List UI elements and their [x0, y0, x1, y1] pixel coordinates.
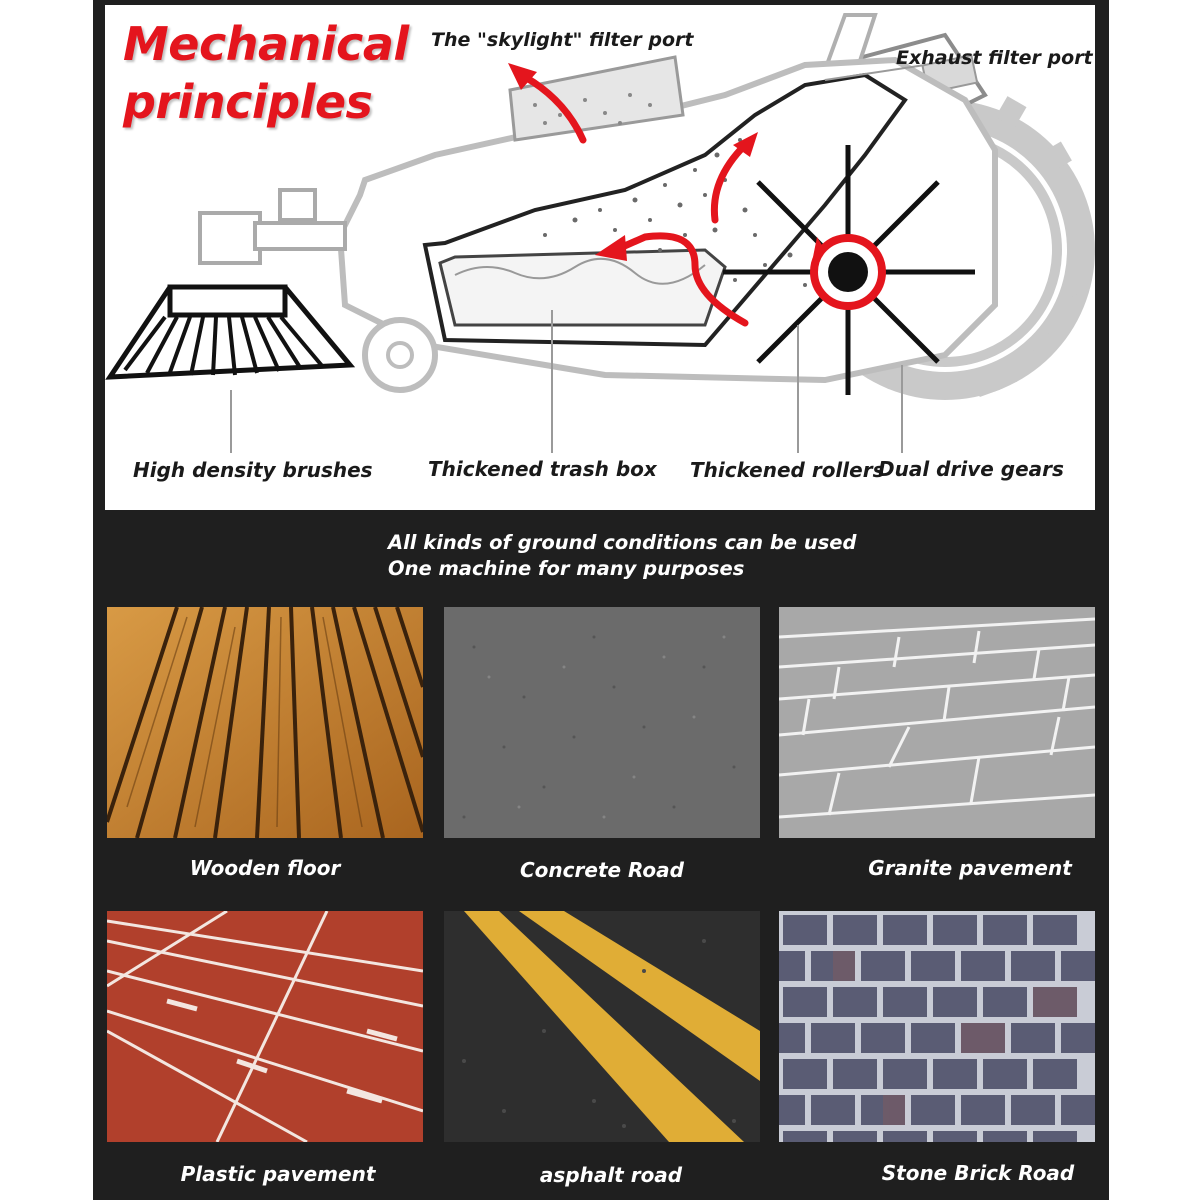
surface-label-stone-brick-road: Stone Brick Road	[881, 1161, 1075, 1185]
granite-pavement-image	[779, 607, 1095, 838]
concrete-road-image	[444, 607, 760, 838]
callout-thickened-trash-box: Thickened trash box	[428, 457, 657, 481]
callout-dual-drive-gears: Dual drive gears	[878, 457, 1064, 481]
surface-label-granite-pavement: Granite pavement	[868, 856, 1072, 880]
plastic-pavement-image	[107, 911, 423, 1142]
callout-high-density-brushes: High density brushes	[133, 458, 373, 482]
surface-label-wooden-floor: Wooden floor	[189, 856, 341, 880]
callout-exhaust-filter-port: Exhaust filter port	[896, 47, 1093, 69]
diagram-title-line1: Mechanical	[123, 17, 409, 71]
stone-brick-road-image	[779, 911, 1095, 1142]
mechanical-diagram	[105, 5, 1095, 510]
diagram-title-line2: principles	[123, 75, 373, 129]
slogan-line1: All kinds of ground conditions can be used	[388, 531, 857, 554]
asphalt-road-image	[444, 911, 760, 1142]
slogan-line2: One machine for many purposes	[388, 557, 745, 580]
callout-skylight-filter-port: The "skylight" filter port	[431, 29, 694, 51]
brush-assembly-illustration	[110, 190, 350, 377]
front-wheel-illustration	[365, 320, 435, 390]
surface-label-concrete-road: Concrete Road	[520, 858, 684, 882]
surface-label-plastic-pavement: Plastic pavement	[180, 1162, 376, 1186]
trash-bin-inner	[440, 250, 725, 325]
surface-label-asphalt-road: asphalt road	[539, 1163, 683, 1187]
wooden-floor-image	[107, 607, 423, 838]
callout-thickened-rollers: Thickened rollers	[690, 458, 885, 482]
